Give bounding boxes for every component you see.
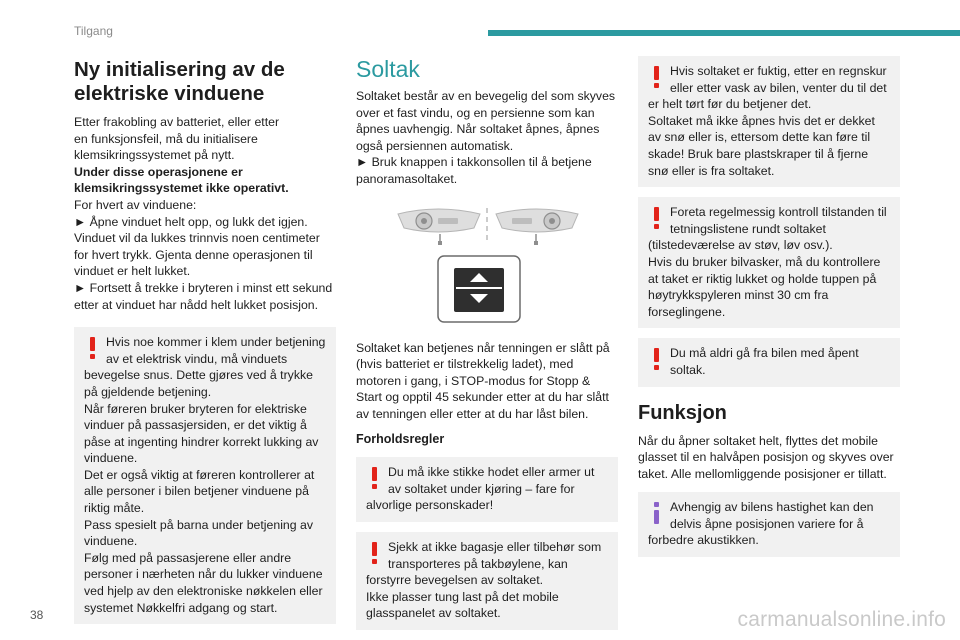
- warning-text: Hvis noe kommer i klem under betjening av et elektrisk vindu, må vinduets bevegelse snus. Dette gjøres ved å trykke på gjeldende betjening. Når føreren bruker bryteren for elektriske vinduer på passasjersiden, er det viktig å påse at ingenting hindrer korrekt lukking av vinduene. Det er også viktig at føreren kontrollerer at alle personer i bilen betjener vinduene på riktig måte. Pass spesielt på barna under betjening av vinduene. Følg med på passasjerene eller andre personer i nærheten når du lukker vinduene ved hjelp av den elektroniske nøkkelen eller systemet Nøkkelfri adgang og start.: [84, 335, 326, 615]
- warning-text: Hvis soltaket er fuktig, etter en regnskur eller etter vask av bilen, venter du til det er helt tørt før du betjener det. Soltaket må ikke åpnes hvis det er dekket av snø eller is, ettersom dette kan føre til skade! Bruk bare plastskraper til å fjerne snø eller is fra soltaket.: [648, 64, 887, 178]
- warning-box-wet-roof: [638, 56, 900, 187]
- warning-icon: [648, 345, 670, 373]
- info-icon: [648, 499, 670, 527]
- sunroof-intro: Soltaket består av en bevegelig del som skyves over et fast vindu, og en persienne som kan åpnes uavhengig. Når soltaket åpnes, åpnes også persiennen automatisk. ► Bruk knappen i takkonsollen til å betjene panoramasoltaket.: [356, 89, 616, 186]
- info-box-acoustics: [638, 492, 900, 557]
- column-left: [74, 56, 336, 624]
- warning-box-window-pinch: [74, 327, 336, 624]
- watermark: carmanualsonline.info: [737, 608, 946, 631]
- window-reinit-bold-note: Under disse operasjonene er klemsikringssystemet ikke operativt.: [74, 164, 289, 196]
- warning-icon: [648, 204, 670, 232]
- warning-text: Sjekk at ikke bagasje eller tilbehør som transporteres på takbøylene, kan forstyrre bevegelsen av soltaket. Ikke plasser tung last på det mobile glasspanelet av soltaket.: [366, 539, 602, 621]
- warning-icon: [366, 539, 388, 567]
- page-number: 38: [30, 608, 44, 622]
- header-accent-bar: [488, 30, 960, 36]
- precautions-title: Forholdsregler: [356, 431, 445, 446]
- warning-text: Du må aldri gå fra bilen med åpent soltak.: [670, 346, 859, 377]
- section-title-window-reinit: Ny initialisering av de elektriske vinduene: [74, 58, 285, 105]
- info-text: Avhengig av bilens hastighet kan den delvis åpne posisjonen variere for å forbedre akustikken.: [648, 500, 874, 548]
- warning-box-seals: [638, 197, 900, 328]
- sunroof-operation-text: Soltaket kan betjenes når tenningen er slått på (hvis batteriet er tilstrekkelig ladet), med motoren i gang, i STOP-modus for Stopp & Start og opptil 45 sekunder etter at du har slått av tenningen eller etter at du har låst bilen.: [356, 340, 610, 421]
- warning-icon: [648, 63, 670, 91]
- warning-box-luggage: [356, 532, 618, 630]
- sunroof-control-illustration: [356, 194, 618, 330]
- roof-console-svg: [356, 194, 618, 330]
- section-title-function: Funksjon: [638, 401, 727, 424]
- interior-view-right-icon: [496, 209, 578, 245]
- function-text: Når du åpner soltaket helt, flyttes det mobile glasset til en halvåpen posisjon og skyves over taket. Alle mellomliggende posisjoner er tillatt.: [638, 433, 894, 481]
- window-reinit-steps: For hvert av vinduene: ► Åpne vinduet helt opp, og lukk det igjen. Vinduet vil da lukkes trinnvis noen centimeter for hvert trykk. Gjenta denne operasjonen til vinduet er helt lukket. ► Fortsett å trekke i bryteren i minst ett sekund etter at vinduet har nådd helt lukket posisjon.: [74, 197, 333, 312]
- warning-icon: [84, 334, 106, 362]
- warning-box-leave-car: [638, 338, 900, 386]
- chapter-label: Tilgang: [74, 24, 113, 38]
- warning-icon: [366, 464, 388, 492]
- warning-box-head-arms: [356, 457, 618, 522]
- window-reinit-intro: Etter frakobling av batteriet, eller etter en funksjonsfeil, må du initialisere klemsikringssystemet på nytt.: [74, 115, 280, 163]
- sunroof-button-icon: [438, 256, 520, 322]
- warning-text: Foreta regelmessig kontroll tilstanden til tetningslistene rundt soltaket (tilstedeværelse av støv, løv osv.). Hvis du bruker bilvasker, må du kontrollere at taket er riktig lukket og holde tuppen på høytrykkspyleren minst 30 cm fra forseglingene.: [648, 205, 887, 319]
- column-right: [638, 56, 900, 557]
- warning-text: Du må ikke stikke hodet eller armer ut av soltaket under kjøring – fare for alvorlige personskader!: [366, 465, 595, 513]
- column-middle: [356, 56, 618, 630]
- interior-view-left-icon: [398, 209, 480, 245]
- section-title-sunroof: Soltak: [356, 56, 420, 82]
